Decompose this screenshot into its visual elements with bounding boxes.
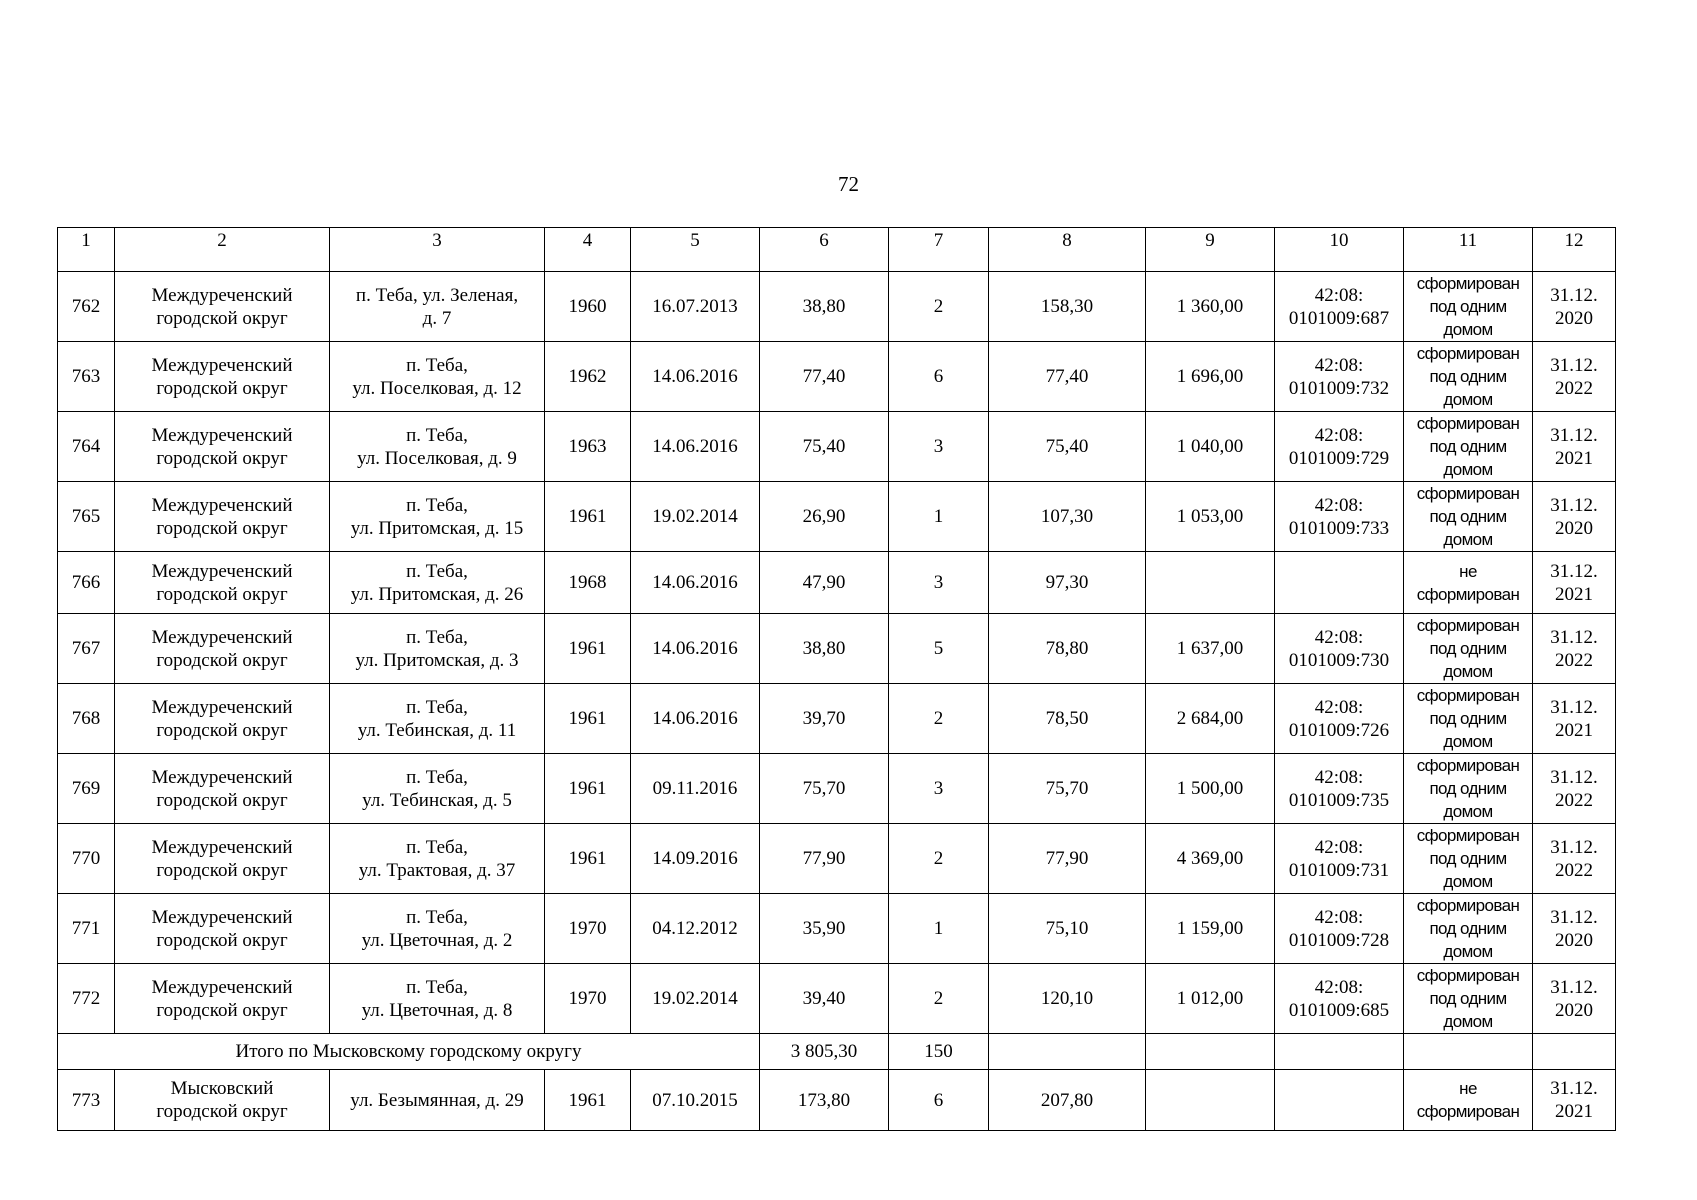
total-area-cell: 158,30 (989, 272, 1146, 342)
year-built-cell: 1960 (545, 272, 631, 342)
cadastral-line: 0101009:728 (1288, 929, 1390, 951)
residents-count-cell: 3 (889, 754, 989, 824)
year-built-cell: 1970 (545, 894, 631, 964)
cadastral-line: 42:08: (1314, 696, 1364, 718)
recognition-date-cell: 04.12.2012 (631, 894, 760, 964)
land-status-cell (1404, 894, 1533, 964)
recognition-date-cell: 19.02.2014 (631, 964, 760, 1034)
deadline-line: 2020 (1555, 307, 1593, 329)
residents-count-cell: 6 (889, 1070, 989, 1131)
recognition-date-cell: 14.09.2016 (631, 824, 760, 894)
address-cell: п. Теба, ул. Притомская, д. 3 (330, 614, 545, 684)
deadline-line: 2022 (1555, 649, 1593, 671)
land-area-cell: 1 012,00 (1146, 964, 1275, 1034)
deadline-line: 2022 (1555, 859, 1593, 881)
status-line: домом (1443, 802, 1493, 821)
recognition-date-cell: 09.11.2016 (631, 754, 760, 824)
status-line: сформирован (1416, 584, 1520, 604)
resettlement-deadline-cell (1533, 342, 1616, 412)
column-header: 8 (989, 228, 1146, 272)
total-area-cell: 120,10 (989, 964, 1146, 1034)
status-line: не (1459, 561, 1477, 581)
status-line: домом (1443, 460, 1493, 479)
emergency-area-cell: 39,70 (760, 684, 889, 754)
cadastral-line: 0101009:729 (1288, 447, 1390, 469)
resettlement-deadline-cell (1533, 684, 1616, 754)
status-line: домом (1443, 320, 1493, 339)
deadline-line: 31.12. (1550, 424, 1598, 446)
deadline-line: 2020 (1555, 929, 1593, 951)
total-residents-value: 150 (889, 1034, 989, 1070)
recognition-date-cell: 14.06.2016 (631, 342, 760, 412)
address-cell: п. Теба, ул. Притомская, д. 15 (330, 482, 545, 552)
address-cell: п. Теба, ул. Тебинская, д. 11 (330, 684, 545, 754)
recognition-date-cell: 07.10.2015 (631, 1070, 760, 1131)
total-area-cell: 77,90 (989, 824, 1146, 894)
total-label: Итого по Мысковскому городскому округу (58, 1034, 760, 1070)
status-line: под одним (1429, 709, 1507, 728)
municipality-cell: Междуреченский городской округ (115, 482, 330, 552)
year-built-cell: 1961 (545, 824, 631, 894)
total-area-cell: 75,40 (989, 412, 1146, 482)
emergency-area-cell: 75,70 (760, 754, 889, 824)
municipality-cell: Междуреченский городской округ (115, 684, 330, 754)
row-number: 765 (58, 482, 115, 552)
land-status-cell (1404, 824, 1533, 894)
cadastral-line: 42:08: (1314, 906, 1364, 928)
year-built-cell: 1962 (545, 342, 631, 412)
table-row (58, 552, 1616, 614)
land-status-cell (1404, 614, 1533, 684)
row-number: 762 (58, 272, 115, 342)
status-line: домом (1443, 530, 1493, 549)
deadline-line: 31.12. (1550, 560, 1598, 582)
status-line: сформирован (1416, 686, 1520, 705)
cadastral-line: 0101009:732 (1288, 377, 1390, 399)
status-line: под одним (1429, 639, 1507, 658)
row-number: 763 (58, 342, 115, 412)
table-row (58, 824, 1616, 894)
residents-count-cell: 1 (889, 482, 989, 552)
address-cell: п. Теба, ул. Поселковая, д. 12 (330, 342, 545, 412)
row-number: 769 (58, 754, 115, 824)
cadastral-line: 0101009:731 (1288, 859, 1390, 881)
cadastral-line: 42:08: (1314, 836, 1364, 858)
deadline-line: 2020 (1555, 999, 1593, 1021)
municipality-cell: Междуреченский городской округ (115, 552, 330, 614)
deadline-line: 31.12. (1550, 906, 1598, 928)
emergency-area-cell: 77,40 (760, 342, 889, 412)
status-line: сформирован (1416, 1102, 1520, 1121)
table-row (58, 272, 1616, 342)
total-area-cell: 107,30 (989, 482, 1146, 552)
address-cell: п. Теба, ул. Трактовая, д. 37 (330, 824, 545, 894)
row-number: 773 (58, 1070, 115, 1131)
status-line: под одним (1429, 437, 1507, 456)
deadline-line: 2022 (1555, 789, 1593, 811)
address-cell: п. Теба, ул. Зеленая, д. 7 (330, 272, 545, 342)
emergency-area-cell: 38,80 (760, 272, 889, 342)
land-status-cell (1404, 552, 1533, 614)
column-header: 4 (545, 228, 631, 272)
year-built-cell: 1961 (545, 684, 631, 754)
column-header: 9 (1146, 228, 1275, 272)
table-row (58, 964, 1616, 1034)
residents-count-cell: 2 (889, 272, 989, 342)
cadastral-number-cell (1275, 342, 1404, 412)
status-line: домом (1443, 872, 1493, 891)
status-line: домом (1443, 390, 1493, 409)
cadastral-number-cell (1275, 482, 1404, 552)
status-line: под одним (1429, 779, 1507, 798)
land-status-cell (1404, 684, 1533, 754)
cadastral-number-cell (1275, 754, 1404, 824)
deadline-line: 2021 (1555, 719, 1593, 741)
year-built-cell: 1970 (545, 964, 631, 1034)
total-area-cell: 78,50 (989, 684, 1146, 754)
residents-count-cell: 6 (889, 342, 989, 412)
deadline-line: 31.12. (1550, 354, 1598, 376)
row-number: 767 (58, 614, 115, 684)
resettlement-deadline-cell (1533, 754, 1616, 824)
row-number: 766 (58, 552, 115, 614)
municipality-cell: Междуреченский городской округ (115, 754, 330, 824)
emergency-area-cell: 47,90 (760, 552, 889, 614)
resettlement-deadline-cell (1533, 1070, 1616, 1131)
cadastral-number-cell (1275, 614, 1404, 684)
status-line: под одним (1429, 849, 1507, 868)
cadastral-line: 0101009:685 (1288, 999, 1390, 1021)
emergency-area-cell: 39,40 (760, 964, 889, 1034)
housing-registry-table (57, 227, 1616, 1131)
municipality-cell: Междуреченский городской округ (115, 272, 330, 342)
address-cell: п. Теба, ул. Тебинская, д. 5 (330, 754, 545, 824)
emergency-area-cell: 75,40 (760, 412, 889, 482)
status-line: сформирован (1416, 826, 1520, 845)
status-line: домом (1443, 1012, 1493, 1031)
cadastral-line: 42:08: (1314, 284, 1364, 306)
emergency-area-cell: 26,90 (760, 482, 889, 552)
table-row (58, 754, 1616, 824)
resettlement-deadline-cell (1533, 412, 1616, 482)
address-cell: п. Теба, ул. Цветочная, д. 2 (330, 894, 545, 964)
address-cell: п. Теба, ул. Притомская, д. 26 (330, 552, 545, 614)
address-cell: п. Теба, ул. Поселковая, д. 9 (330, 412, 545, 482)
deadline-line: 2021 (1555, 447, 1593, 469)
land-status-cell (1404, 964, 1533, 1034)
column-header: 7 (889, 228, 989, 272)
deadline-line: 31.12. (1550, 836, 1598, 858)
deadline-line: 31.12. (1550, 766, 1598, 788)
municipality-cell: Междуреченский городской округ (115, 964, 330, 1034)
municipality-cell: Междуреченский городской округ (115, 894, 330, 964)
row-number: 764 (58, 412, 115, 482)
total-area-value: 3 805,30 (760, 1034, 889, 1070)
deadline-line: 31.12. (1550, 1078, 1598, 1099)
column-header: 1 (58, 228, 115, 272)
land-status-cell (1404, 412, 1533, 482)
land-area-cell: 1 637,00 (1146, 614, 1275, 684)
status-line: сформирован (1416, 756, 1520, 775)
table-row (58, 684, 1616, 754)
cadastral-line: 0101009:733 (1288, 517, 1390, 539)
deadline-line: 31.12. (1550, 284, 1598, 306)
land-area-cell: 1 040,00 (1146, 412, 1275, 482)
recognition-date-cell: 14.06.2016 (631, 412, 760, 482)
resettlement-deadline-cell (1533, 824, 1616, 894)
row-number: 772 (58, 964, 115, 1034)
cadastral-number-cell (1275, 272, 1404, 342)
empty-cell (1533, 1034, 1616, 1070)
status-line: домом (1443, 732, 1493, 751)
deadline-line: 2021 (1555, 1101, 1593, 1122)
cadastral-line: 42:08: (1314, 626, 1364, 648)
address-cell: ул. Безымянная, д. 29 (330, 1070, 545, 1131)
recognition-date-cell: 14.06.2016 (631, 684, 760, 754)
total-row (58, 1034, 1616, 1070)
cadastral-line: 0101009:735 (1288, 789, 1390, 811)
cadastral-line: 42:08: (1314, 976, 1364, 998)
total-area-cell: 97,30 (989, 552, 1146, 614)
status-line: сформирован (1416, 966, 1520, 985)
cadastral-line: 42:08: (1314, 424, 1364, 446)
status-line: сформирован (1416, 274, 1520, 293)
status-line: сформирован (1416, 484, 1520, 503)
cadastral-line: 0101009:726 (1288, 719, 1390, 741)
deadline-line: 2020 (1555, 517, 1593, 539)
column-header: 5 (631, 228, 760, 272)
table-row (58, 614, 1616, 684)
land-area-cell: 1 360,00 (1146, 272, 1275, 342)
cadastral-line: 42:08: (1314, 766, 1364, 788)
cadastral-line: 0101009:730 (1288, 649, 1390, 671)
total-area-cell: 78,80 (989, 614, 1146, 684)
cadastral-number-cell (1275, 894, 1404, 964)
municipality-cell: Междуреченский городской округ (115, 412, 330, 482)
land-status-cell (1404, 754, 1533, 824)
cadastral-number-cell (1275, 824, 1404, 894)
year-built-cell: 1961 (545, 754, 631, 824)
land-area-cell: 1 696,00 (1146, 342, 1275, 412)
recognition-date-cell: 19.02.2014 (631, 482, 760, 552)
row-number: 770 (58, 824, 115, 894)
cadastral-line: 42:08: (1314, 354, 1364, 376)
resettlement-deadline-cell (1533, 894, 1616, 964)
land-status-cell (1404, 272, 1533, 342)
status-line: не (1459, 1079, 1477, 1098)
land-status-cell (1404, 1070, 1533, 1131)
column-header: 3 (330, 228, 545, 272)
address-cell: п. Теба, ул. Цветочная, д. 8 (330, 964, 545, 1034)
year-built-cell: 1961 (545, 614, 631, 684)
year-built-cell: 1963 (545, 412, 631, 482)
land-area-cell: 1 053,00 (1146, 482, 1275, 552)
municipality-cell: Мысковский городской округ (115, 1070, 330, 1131)
resettlement-deadline-cell (1533, 964, 1616, 1034)
resettlement-deadline-cell (1533, 482, 1616, 552)
emergency-area-cell: 173,80 (760, 1070, 889, 1131)
deadline-line: 31.12. (1550, 494, 1598, 516)
table-body (58, 228, 1616, 1131)
recognition-date-cell: 14.06.2016 (631, 552, 760, 614)
residents-count-cell: 2 (889, 684, 989, 754)
cadastral-number-cell (1275, 412, 1404, 482)
status-line: домом (1443, 942, 1493, 961)
cadastral-number-cell (1275, 552, 1404, 614)
status-line: сформирован (1416, 414, 1520, 433)
land-area-cell: 4 369,00 (1146, 824, 1275, 894)
deadline-line: 2021 (1555, 583, 1593, 605)
land-area-cell (1146, 552, 1275, 614)
residents-count-cell: 3 (889, 552, 989, 614)
resettlement-deadline-cell (1533, 272, 1616, 342)
cadastral-number-cell (1275, 964, 1404, 1034)
cadastral-number-cell (1275, 684, 1404, 754)
year-built-cell: 1968 (545, 552, 631, 614)
status-line: под одним (1429, 367, 1507, 386)
residents-count-cell: 1 (889, 894, 989, 964)
column-header: 12 (1533, 228, 1616, 272)
resettlement-deadline-cell (1533, 614, 1616, 684)
table-row (58, 482, 1616, 552)
status-line: под одним (1429, 919, 1507, 938)
status-line: под одним (1429, 507, 1507, 526)
land-area-cell: 1 159,00 (1146, 894, 1275, 964)
resettlement-deadline-cell (1533, 552, 1616, 614)
status-line: сформирован (1416, 344, 1520, 363)
status-line: сформирован (1416, 616, 1520, 635)
total-area-cell: 77,40 (989, 342, 1146, 412)
empty-cell (1404, 1034, 1533, 1070)
deadline-line: 31.12. (1550, 626, 1598, 648)
year-built-cell: 1961 (545, 482, 631, 552)
residents-count-cell: 2 (889, 964, 989, 1034)
column-header: 2 (115, 228, 330, 272)
residents-count-cell: 5 (889, 614, 989, 684)
deadline-line: 2022 (1555, 377, 1593, 399)
cadastral-line: 0101009:687 (1288, 307, 1390, 329)
empty-cell (989, 1034, 1146, 1070)
row-number: 768 (58, 684, 115, 754)
recognition-date-cell: 16.07.2013 (631, 272, 760, 342)
empty-cell (1146, 1034, 1275, 1070)
table-row (58, 1070, 1616, 1131)
land-area-cell: 1 500,00 (1146, 754, 1275, 824)
emergency-area-cell: 35,90 (760, 894, 889, 964)
status-line: домом (1443, 662, 1493, 681)
year-built-cell: 1961 (545, 1070, 631, 1131)
emergency-area-cell: 38,80 (760, 614, 889, 684)
residents-count-cell: 3 (889, 412, 989, 482)
emergency-area-cell: 77,90 (760, 824, 889, 894)
column-header: 10 (1275, 228, 1404, 272)
municipality-cell: Междуреченский городской округ (115, 614, 330, 684)
empty-cell (1275, 1034, 1404, 1070)
total-area-cell: 207,80 (989, 1070, 1146, 1131)
table-row (58, 412, 1616, 482)
status-line: под одним (1429, 989, 1507, 1008)
recognition-date-cell: 14.06.2016 (631, 614, 760, 684)
deadline-line: 31.12. (1550, 696, 1598, 718)
table-row (58, 894, 1616, 964)
residents-count-cell: 2 (889, 824, 989, 894)
cadastral-line: 42:08: (1314, 494, 1364, 516)
status-line: сформирован (1416, 896, 1520, 915)
table-row (58, 342, 1616, 412)
land-status-cell (1404, 342, 1533, 412)
total-area-cell: 75,10 (989, 894, 1146, 964)
total-area-cell: 75,70 (989, 754, 1146, 824)
land-status-cell (1404, 482, 1533, 552)
status-line: под одним (1429, 297, 1507, 316)
column-header: 6 (760, 228, 889, 272)
municipality-cell: Междуреченский городской округ (115, 824, 330, 894)
land-area-cell: 2 684,00 (1146, 684, 1275, 754)
column-number-row (58, 228, 1616, 272)
column-header: 11 (1404, 228, 1533, 272)
deadline-line: 31.12. (1550, 976, 1598, 998)
page-number: 72 (838, 172, 859, 196)
municipality-cell: Междуреченский городской округ (115, 342, 330, 412)
row-number: 771 (58, 894, 115, 964)
cadastral-number-cell (1275, 1070, 1404, 1131)
land-area-cell (1146, 1070, 1275, 1131)
